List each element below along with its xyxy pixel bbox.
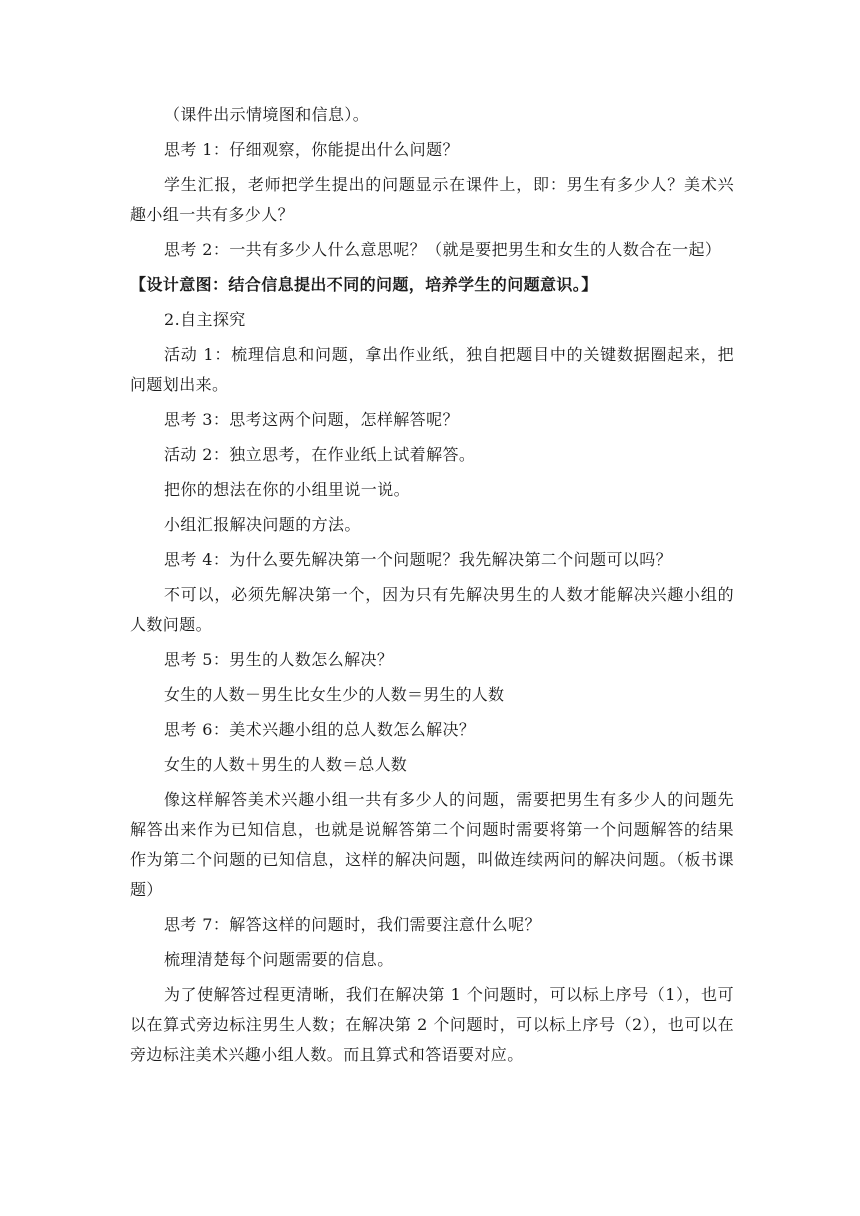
paragraph-clarity-tips: 为了使解答过程更清晰，我们在解决第 1 个问题时，可以标上序号（1），也可以在算式旁边标注男生人数；在解决第 2 个问题时，可以标上序号（2），也可以在旁边标注美术兴趣小组人数。而且算式和答语要对应。	[130, 985, 734, 1064]
paragraph-answer-4: 不可以，必须先解决第一个，因为只有先解决男生的人数才能解决兴趣小组的人数问题。	[130, 585, 734, 634]
equation-boys-count: 女生的人数－男生比女生少的人数＝男生的人数	[164, 685, 505, 704]
paragraph-think-7: 思考 7：解答这样的问题时，我们需要注意什么呢？	[164, 915, 541, 934]
paragraph-activity-1: 活动 1：梳理信息和问题，拿出作业纸，独自把题目中的关键数据圈起来，把问题划出来。	[130, 345, 734, 394]
paragraph-think-4: 思考 4：为什么要先解决第一个问题呢？我先解决第二个问题可以吗？	[164, 550, 673, 569]
equation-total-count: 女生的人数＋男生的人数＝总人数	[164, 755, 408, 774]
paragraph-think-5: 思考 5：男生的人数怎么解决？	[164, 650, 394, 669]
paragraph-organize-info: 梳理清楚每个问题需要的信息。	[164, 950, 394, 969]
paragraph-group-report: 小组汇报解决问题的方法。	[164, 515, 361, 534]
document-body	[130, 100, 734, 1075]
paragraph-design-intent: 【设计意图：结合信息提出不同的问题，培养学生的问题意识。】	[130, 275, 598, 294]
paragraph-think-3: 思考 3：思考这两个问题，怎样解答呢？	[164, 410, 459, 429]
paragraph-think-6: 思考 6：美术兴趣小组的总人数怎么解决？	[164, 720, 476, 739]
paragraph-courseware-note: （课件出示情境图和信息）。	[164, 105, 370, 124]
paragraph-activity-2: 活动 2：独立思考，在作业纸上试着解答。	[164, 445, 476, 464]
paragraph-think-1: 思考 1：仔细观察，你能提出什么问题？	[164, 140, 459, 159]
section-heading-self-exploration: 2.自主探究	[164, 310, 246, 329]
paragraph-share-idea: 把你的想法在你的小组里说一说。	[164, 480, 411, 499]
paragraph-student-report: 学生汇报，老师把学生提出的问题显示在课件上，即：男生有多少人？美术兴趣小组一共有多少人？	[130, 175, 734, 224]
paragraph-explanation: 像这样解答美术兴趣小组一共有多少人的问题，需要把男生有多少人的问题先解答出来作为已知信息，也就是说解答第二个问题时需要将第一个问题解答的结果作为第二个问题的已知信息，这样的解决问题，叫做连续两问的解决问题。（板书课题）	[130, 790, 734, 899]
paragraph-think-2: 思考 2：一共有多少人什么意思呢？（就是要把男生和女生的人数合在一起）	[164, 240, 722, 259]
